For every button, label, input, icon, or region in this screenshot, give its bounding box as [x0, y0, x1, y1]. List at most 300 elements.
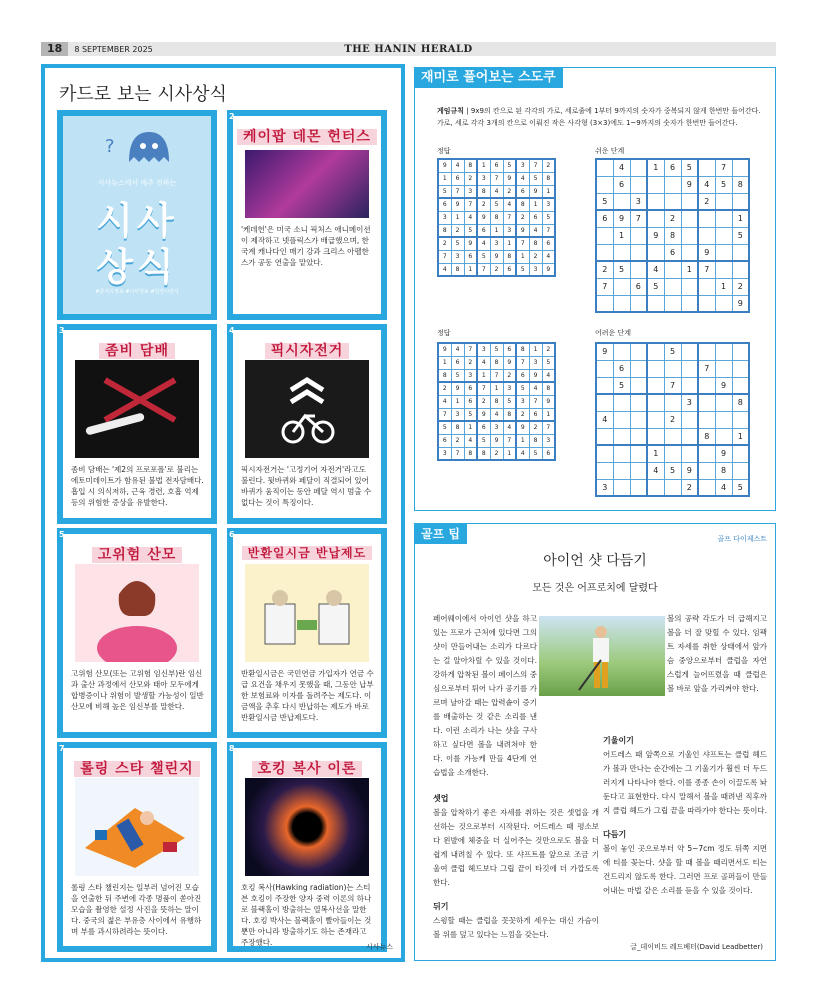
fallen-person-icon — [75, 778, 199, 876]
sudoku-cell: 6 — [529, 408, 542, 421]
sudoku-cell: 1 — [438, 172, 451, 185]
answer-grid-1 — [437, 158, 556, 277]
sudoku-cell: 8 — [490, 356, 503, 369]
sudoku-cell: 4 — [490, 185, 503, 198]
sudoku-cell: 2 — [681, 479, 698, 496]
sudoku-cell: 8 — [732, 394, 749, 411]
sudoku-cell: 8 — [664, 227, 681, 244]
sudoku-cell: 3 — [477, 172, 490, 185]
sudoku-cell: 6 — [613, 176, 630, 193]
sudoku-cell: 5 — [715, 176, 732, 193]
sudoku-cell — [596, 176, 613, 193]
sudoku-cell: 8 — [438, 369, 451, 382]
sudoku-cell: 1 — [490, 224, 503, 237]
sudoku-cell — [647, 411, 664, 428]
sudoku-cell: 5 — [732, 227, 749, 244]
sudoku-cell — [681, 278, 698, 295]
sudoku-cell: 9 — [542, 395, 555, 408]
sudoku-cell: 5 — [664, 343, 681, 360]
sudoku-cell: 1 — [464, 421, 477, 434]
golf-subtitle: 모든 것은 어프로치에 달렸다 — [532, 583, 658, 594]
sudoku-cell: 5 — [503, 395, 516, 408]
sudoku-cell: 4 — [477, 237, 490, 250]
sudoku-cell — [613, 479, 630, 496]
sudoku-cell: 6 — [438, 434, 451, 447]
sudoku-cell: 5 — [490, 198, 503, 211]
sudoku-cell — [732, 360, 749, 377]
sudoku-cell: 8 — [464, 159, 477, 172]
card-title: 고위험 산모 — [63, 544, 211, 564]
sudoku-cell: 8 — [529, 237, 542, 250]
sudoku-cell: 8 — [477, 447, 490, 460]
sudoku-cell — [715, 210, 732, 227]
sudoku-cell: 4 — [596, 411, 613, 428]
subhead-refine: 다듬기 — [603, 830, 627, 839]
pregnant-woman-icon — [75, 564, 199, 662]
sudoku-cell: 3 — [438, 211, 451, 224]
sudoku-cell: 3 — [681, 394, 698, 411]
card-number: 8 — [229, 744, 235, 753]
answer-label-2: 정답 — [437, 329, 451, 337]
sudoku-cell — [681, 360, 698, 377]
sudoku-cell: 7 — [542, 224, 555, 237]
hard-grid — [595, 342, 750, 497]
sudoku-cell: 7 — [596, 278, 613, 295]
sudoku-cell: 2 — [464, 172, 477, 185]
sudoku-cell — [630, 227, 647, 244]
subhead-tilt: 기울이기 — [603, 736, 634, 745]
sudoku-cell: 6 — [503, 263, 516, 276]
sudoku-cell: 7 — [630, 210, 647, 227]
sudoku-cell: 1 — [503, 237, 516, 250]
issue-date: 8 SEPTEMBER 2025 — [74, 44, 153, 54]
sudoku-cell — [715, 394, 732, 411]
card-image — [245, 564, 369, 662]
card-title: 좀비 담배 — [63, 340, 211, 360]
sudoku-cell: 8 — [451, 263, 464, 276]
sudoku-cell: 1 — [732, 428, 749, 445]
sudoku-cell: 4 — [438, 395, 451, 408]
sudoku-cell: 8 — [490, 211, 503, 224]
sudoku-cell: 5 — [464, 224, 477, 237]
sudoku-cell: 2 — [516, 211, 529, 224]
sudoku-cell — [613, 343, 630, 360]
sudoku-cell — [613, 193, 630, 210]
sudoku-cell — [664, 445, 681, 462]
sudoku-cell: 4 — [542, 250, 555, 263]
pension-illustration — [245, 564, 369, 662]
sudoku-cell — [698, 462, 715, 479]
card-high-risk-mother — [57, 528, 217, 738]
sudoku-cell — [681, 428, 698, 445]
sudoku-cell: 2 — [503, 185, 516, 198]
sudoku-cell: 9 — [715, 377, 732, 394]
sudoku-cell: 7 — [451, 185, 464, 198]
sudoku-cell: 4 — [542, 369, 555, 382]
sudoku-cell: 5 — [529, 447, 542, 460]
bicycle-icon — [245, 360, 369, 458]
sudoku-cell — [630, 394, 647, 411]
sudoku-cell: 8 — [438, 224, 451, 237]
sudoku-cell: 9 — [698, 244, 715, 261]
sudoku-cell: 2 — [542, 159, 555, 172]
sudoku-cell: 5 — [681, 159, 698, 176]
sudoku-cell: 8 — [732, 176, 749, 193]
page-number: 18 — [41, 42, 68, 56]
sudoku-cell — [715, 295, 732, 312]
sudoku-cell: 1 — [503, 447, 516, 460]
sudoku-cell — [698, 445, 715, 462]
sudoku-cell: 2 — [451, 434, 464, 447]
sudoku-cell: 3 — [529, 263, 542, 276]
sudoku-cell: 6 — [464, 382, 477, 395]
sudoku-cell — [681, 445, 698, 462]
sudoku-cell: 3 — [490, 237, 503, 250]
card-number: 6 — [229, 530, 235, 539]
sudoku-cell: 5 — [613, 377, 630, 394]
sudoku-cell: 4 — [464, 434, 477, 447]
sudoku-cell: 8 — [477, 185, 490, 198]
sudoku-cell: 7 — [503, 434, 516, 447]
sudoku-cell: 9 — [477, 408, 490, 421]
sudoku-cell: 1 — [516, 434, 529, 447]
sudoku-cell — [596, 377, 613, 394]
sudoku-cell — [596, 227, 613, 244]
sudoku-cell: 2 — [438, 382, 451, 395]
card-news-panel — [41, 64, 405, 962]
sudoku-cell: 3 — [529, 356, 542, 369]
sudoku-cell: 2 — [490, 447, 503, 460]
sudoku-cell: 9 — [490, 250, 503, 263]
card-text: '케데헌'은 미국 소니 픽처스 애니메이션이 제작하고 넷플릭스가 배급했으며, 한국계 캐나다인 매기 강과 크리스 아펠한스가 공동 연출을 맡았다. — [241, 225, 371, 267]
sudoku-cell: 8 — [542, 172, 555, 185]
sudoku-cell — [613, 244, 630, 261]
sudoku-cell: 5 — [516, 382, 529, 395]
sudoku-cell — [630, 377, 647, 394]
sudoku-cell — [664, 479, 681, 496]
sudoku-cell — [732, 462, 749, 479]
sudoku-cell: 8 — [542, 382, 555, 395]
sudoku-cell: 7 — [664, 377, 681, 394]
sudoku-cell: 8 — [516, 198, 529, 211]
sudoku-cell: 7 — [529, 159, 542, 172]
sudoku-cell — [664, 394, 681, 411]
sudoku-cell: 6 — [516, 369, 529, 382]
card-rolling-star — [57, 742, 217, 952]
cover-tags: #꿀지식정보 #시사정보 #일상시상식 — [95, 289, 179, 295]
card-image — [245, 360, 369, 458]
sudoku-cell: 6 — [664, 244, 681, 261]
sudoku-cell: 3 — [464, 369, 477, 382]
sudoku-cell — [596, 295, 613, 312]
sudoku-cell: 4 — [503, 198, 516, 211]
sudoku-cell — [698, 295, 715, 312]
masthead: THE HANIN HERALD — [344, 43, 473, 55]
sudoku-cell — [715, 193, 732, 210]
sudoku-cell: 3 — [596, 479, 613, 496]
sudoku-cell: 4 — [438, 263, 451, 276]
golf-title: 아이언 샷 다듬기 — [543, 553, 647, 569]
sudoku-rule: 게임규칙 | 9x9의 칸으로 된 각각의 가로, 세로줄에 1부터 9까지의 숫자가 중복되지 않게 한번만 들어간다. 가로, 세로 각각 3개의 칸으로 이뤄진 작은 사각형 (3×3)에도 1~9까지의 숫자가 한번만 들어간다. — [437, 107, 761, 127]
sudoku-cell: 5 — [438, 421, 451, 434]
sudoku-cell: 6 — [664, 159, 681, 176]
sudoku-cell: 7 — [698, 360, 715, 377]
sudoku-cell: 2 — [732, 278, 749, 295]
sudoku-cell: 1 — [464, 263, 477, 276]
sudoku-cell: 7 — [516, 356, 529, 369]
sudoku-cell: 5 — [516, 263, 529, 276]
sudoku-cell: 1 — [516, 250, 529, 263]
sudoku-cell: 9 — [681, 176, 698, 193]
golfer-icon — [539, 616, 665, 696]
sudoku-cell — [596, 244, 613, 261]
sudoku-cell: 2 — [438, 237, 451, 250]
card-kpop-demon-hunters — [227, 110, 387, 320]
sudoku-cell: 3 — [451, 250, 464, 263]
sudoku-cell — [647, 479, 664, 496]
sudoku-cell: 3 — [542, 434, 555, 447]
golf-right-column — [603, 724, 767, 898]
sudoku-cell: 9 — [613, 210, 630, 227]
golf-para-1a: 페어웨이에서 아이언 샷을 하고 있는 프로가 근처에 있다면 그의 샷이 만들어내는 소리가 다르다는 걸 알아차릴 수 있을 것이다. 강하게 압착된 볼이 페이스의 중심으로부터 튀어 나가 공기를 가르며 날아갈 때는 압력솥이 증기를 배출하는 것 같은 소리를 낸다. 이런 소리가 나는 샷을 구사하고 싶다면 볼을 내려쳐야 한다. 이를 가능케 만들 4단계 연습법을 소개한다. — [433, 614, 537, 777]
sudoku-cell: 4 — [715, 479, 732, 496]
sudoku-cell — [681, 343, 698, 360]
sudoku-cell: 3 — [451, 408, 464, 421]
sudoku-cell — [647, 193, 664, 210]
sudoku-cell: 6 — [516, 185, 529, 198]
card-text: 픽시자전거는 '고정기어 자전거'라고도 불린다. 뒷바퀴와 페달이 직결되어 있어 바퀴가 움직이는 동안 페달 역시 멈출 수 없다는 것이 특징이다. — [241, 465, 372, 507]
sudoku-cell: 9 — [464, 237, 477, 250]
panel-title: 카드로 보는 시사상식 — [59, 84, 227, 105]
sudoku-cell: 6 — [630, 278, 647, 295]
sudoku-cell — [664, 428, 681, 445]
sudoku-cell: 6 — [529, 211, 542, 224]
card-title: 반환일시금 반납제도 — [233, 544, 381, 561]
subhead-setup: 셋업 — [433, 794, 449, 803]
card-image — [245, 778, 369, 876]
sudoku-cell: 5 — [464, 408, 477, 421]
sudoku-cell: 1 — [542, 185, 555, 198]
sudoku-cell — [664, 278, 681, 295]
sudoku-cell: 4 — [529, 382, 542, 395]
sudoku-cell: 2 — [503, 369, 516, 382]
sudoku-cell — [630, 445, 647, 462]
sudoku-cell: 4 — [451, 343, 464, 356]
golf-heading: 골프 팁 — [415, 524, 467, 544]
sudoku-cell — [630, 244, 647, 261]
golf-para-4: 볼의 공략 각도가 더 급해지고 볼을 더 잘 맞힐 수 있다. 임팩트 자세를 취한 상태에서 앞가슴 중앙으로부터 클럽을 자연스럽게 늘어뜨렸을 때 클럽은 볼 바로 앞을 가리켜야 한다. — [667, 614, 767, 693]
sudoku-cell — [647, 343, 664, 360]
sudoku-cell — [613, 295, 630, 312]
sudoku-cell — [647, 428, 664, 445]
sudoku-cell — [647, 244, 664, 261]
sudoku-cell: 1 — [732, 210, 749, 227]
sudoku-cell — [698, 278, 715, 295]
sudoku-cell — [664, 176, 681, 193]
sudoku-cell — [681, 193, 698, 210]
sudoku-cell: 1 — [477, 369, 490, 382]
answer-label-1: 정답 — [437, 147, 451, 155]
card-image — [245, 150, 369, 218]
card-zombie-cigarette — [57, 324, 217, 524]
sudoku-cell: 5 — [542, 356, 555, 369]
sudoku-cell: 9 — [715, 445, 732, 462]
sudoku-cell — [698, 159, 715, 176]
sudoku-cell — [732, 244, 749, 261]
sudoku-cell — [596, 445, 613, 462]
sudoku-cell — [630, 159, 647, 176]
sudoku-cell — [732, 159, 749, 176]
sudoku-cell: 4 — [477, 356, 490, 369]
sudoku-cell: 2 — [451, 224, 464, 237]
sudoku-cell: 8 — [529, 434, 542, 447]
sudoku-cell — [681, 227, 698, 244]
sudoku-cell: 9 — [516, 224, 529, 237]
sudoku-cell — [596, 462, 613, 479]
card-number: 3 — [59, 326, 65, 335]
sudoku-cell: 1 — [438, 356, 451, 369]
sudoku-cell — [630, 462, 647, 479]
sudoku-cell — [715, 360, 732, 377]
hard-label: 어려운 단계 — [595, 329, 632, 337]
sudoku-cell — [715, 428, 732, 445]
sudoku-cell: 4 — [613, 159, 630, 176]
card-title: 픽시자전거 — [233, 340, 381, 360]
cigarette-icon — [75, 360, 199, 458]
sudoku-cell: 7 — [477, 263, 490, 276]
sudoku-cell: 6 — [542, 237, 555, 250]
sudoku-cell — [698, 210, 715, 227]
sudoku-cell: 6 — [451, 172, 464, 185]
sudoku-cell — [732, 445, 749, 462]
cover-top-text: 시사뉴스에서 매주 전하는 — [97, 179, 177, 187]
sudoku-cell: 9 — [647, 227, 664, 244]
sudoku-cell: 9 — [542, 263, 555, 276]
sudoku-cell: 6 — [464, 395, 477, 408]
card-title: 호킹 복사 이론 — [233, 758, 381, 778]
sudoku-cell: 7 — [438, 250, 451, 263]
sudoku-cell: 7 — [698, 261, 715, 278]
sudoku-cell: 6 — [542, 447, 555, 460]
sudoku-cell — [647, 210, 664, 227]
sudoku-cell — [715, 227, 732, 244]
card-number: 4 — [229, 326, 235, 335]
sudoku-cell: 9 — [503, 172, 516, 185]
sudoku-cell: 4 — [451, 159, 464, 172]
sudoku-cell — [698, 394, 715, 411]
sudoku-cell: 6 — [490, 159, 503, 172]
sudoku-cell: 7 — [490, 369, 503, 382]
sudoku-cell — [698, 227, 715, 244]
sudoku-cell: 3 — [477, 343, 490, 356]
sudoku-cell: 9 — [732, 295, 749, 312]
answer-grid-2 — [437, 342, 556, 461]
sudoku-cell — [732, 343, 749, 360]
sudoku-cell — [613, 462, 630, 479]
ghost-icon — [69, 122, 209, 172]
sudoku-cell: 2 — [529, 421, 542, 434]
sudoku-cell — [715, 261, 732, 278]
card-image — [75, 360, 199, 458]
sudoku-cell — [698, 411, 715, 428]
sudoku-cell: 9 — [438, 343, 451, 356]
sudoku-cell — [647, 394, 664, 411]
sudoku-cell — [698, 377, 715, 394]
sudoku-cell — [630, 428, 647, 445]
sudoku-cell: 2 — [698, 193, 715, 210]
sudoku-cell: 2 — [516, 408, 529, 421]
sudoku-cell — [613, 445, 630, 462]
sudoku-cell: 3 — [516, 159, 529, 172]
sudoku-cell: 5 — [732, 479, 749, 496]
cover-big-2: 상식 — [96, 245, 178, 289]
sudoku-cell — [630, 343, 647, 360]
sudoku-cell: 5 — [477, 434, 490, 447]
sudoku-cell: 8 — [715, 462, 732, 479]
golf-para-3: 스윙할 때는 클럽을 꼿꼿하게 세우는 대신 가슴이 볼 위를 덮고 있다는 느낌을 갖는다. — [433, 916, 599, 939]
sudoku-cell: 9 — [451, 382, 464, 395]
sudoku-cell: 1 — [529, 198, 542, 211]
sudoku-cell: 3 — [630, 193, 647, 210]
sudoku-cell — [715, 343, 732, 360]
sudoku-cell — [681, 244, 698, 261]
sudoku-cell: 9 — [451, 198, 464, 211]
sudoku-cell: 1 — [529, 343, 542, 356]
sudoku-cell — [681, 411, 698, 428]
sudoku-cell — [664, 295, 681, 312]
sudoku-cell — [630, 176, 647, 193]
card-hawking-radiation — [227, 742, 387, 952]
card-number: 5 — [59, 530, 65, 539]
sudoku-cell: 7 — [438, 408, 451, 421]
subhead-cover: 뒤기 — [433, 902, 449, 911]
sudoku-cell: 3 — [438, 447, 451, 460]
sudoku-cell: 5 — [542, 211, 555, 224]
sudoku-cell — [596, 394, 613, 411]
sudoku-cell — [596, 360, 613, 377]
golf-left-column — [433, 782, 599, 942]
sudoku-cell: 5 — [664, 462, 681, 479]
sudoku-cell — [613, 411, 630, 428]
sudoku-heading: 재미로 풀어보는 스도쿠 — [415, 68, 563, 88]
sudoku-cell: 6 — [451, 356, 464, 369]
sudoku-cell: 3 — [542, 198, 555, 211]
sudoku-cell: 7 — [542, 421, 555, 434]
card-cover — [57, 110, 217, 320]
sudoku-cell: 6 — [596, 210, 613, 227]
sudoku-cell — [630, 479, 647, 496]
sudoku-cell — [681, 210, 698, 227]
sudoku-cell: 4 — [529, 224, 542, 237]
sudoku-cell: 2 — [542, 343, 555, 356]
sudoku-cell: 8 — [503, 250, 516, 263]
card-number: 2 — [229, 112, 235, 121]
sudoku-cell: 5 — [529, 172, 542, 185]
sudoku-cell — [715, 244, 732, 261]
sudoku-cell: 5 — [477, 250, 490, 263]
sudoku-cell: 1 — [715, 278, 732, 295]
sudoku-cell — [732, 411, 749, 428]
sudoku-cell — [647, 295, 664, 312]
golf-source-tag: 골프 다이제스트 — [717, 535, 767, 543]
card-text: 고위험 산모(또는 고위험 임신부)란 임신과 출산 과정에서 산모와 태아 모두에게 합병증이나 위험이 발생할 가능성이 일반 산모에 비해 높은 임신부를 말한다. — [71, 669, 204, 711]
sudoku-cell — [732, 193, 749, 210]
golfer-photo — [539, 616, 665, 696]
card-pension-refund — [227, 528, 387, 738]
sudoku-cell: 3 — [490, 421, 503, 434]
sudoku-cell — [647, 360, 664, 377]
sudoku-cell — [698, 479, 715, 496]
